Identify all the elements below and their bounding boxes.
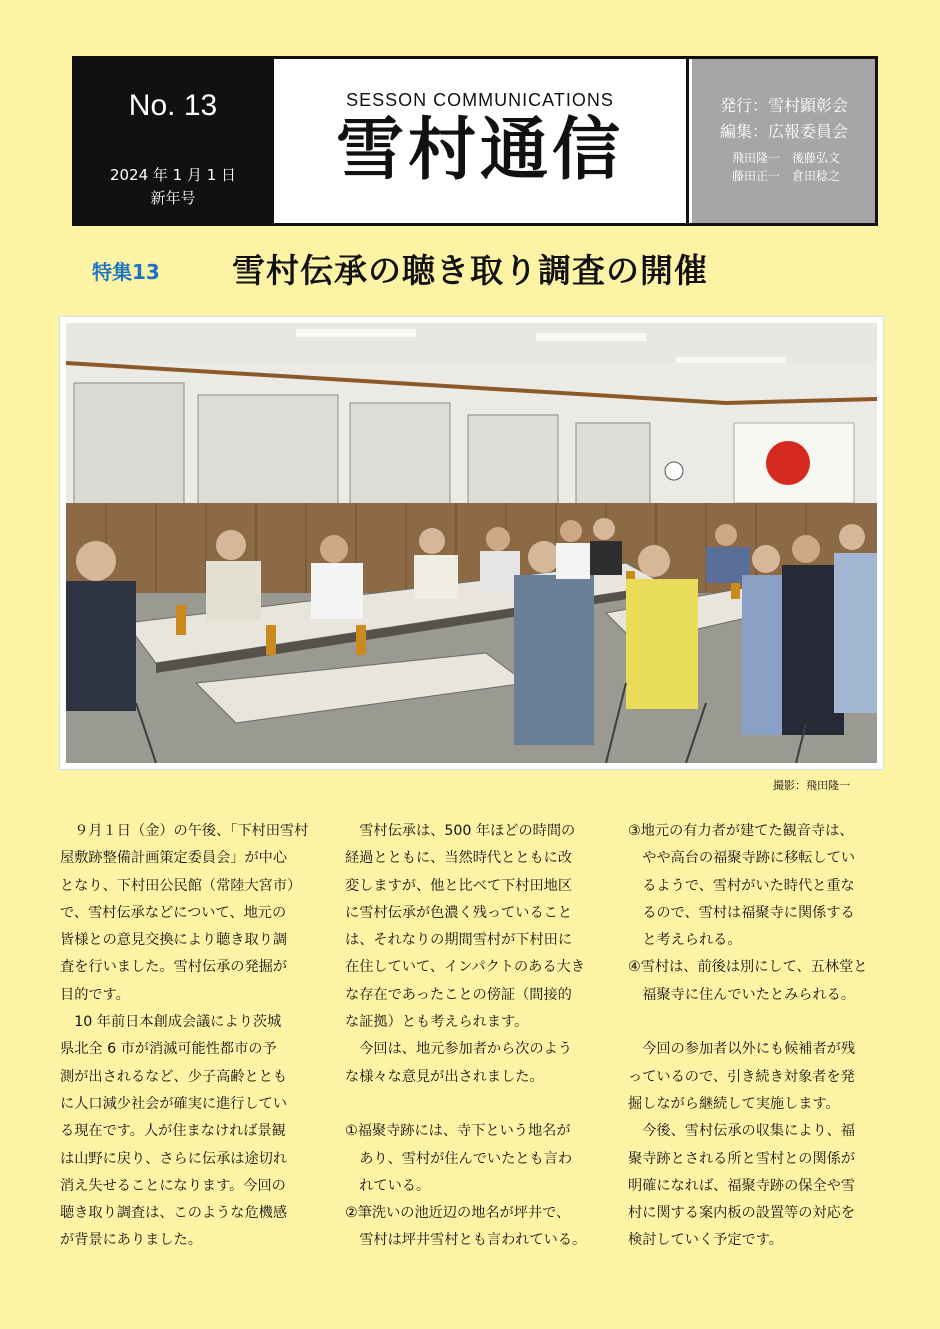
col1-line: は山野に戻り、さらに伝承は途切れ (60, 1150, 288, 1167)
article-column-3 (628, 818, 867, 1255)
col3-line: るので、雪村は福聚寺に関係する (628, 904, 855, 921)
issue-edition: 新年号 (150, 189, 196, 207)
issue-date: 2024 年 1 月 1 日 (109, 166, 237, 184)
col2-line: れている。 (345, 1177, 431, 1194)
col2-line: な様々な意見が出されました。 (345, 1068, 544, 1085)
col3-line: っているので、引き続き対象者を発 (628, 1068, 855, 1085)
col3-line: 今後、雪村伝承の収集により、福 (628, 1123, 856, 1140)
meeting-room-illustration (66, 323, 877, 763)
photo-credit: 撮影：飛田隆一 (773, 779, 850, 792)
col1-line: 測が出されるなど、少子高齢ととも (60, 1068, 288, 1085)
col1-line: 消え失せることになります。今回の (60, 1177, 286, 1194)
english-title: SESSON COMMUNICATIONS (346, 90, 614, 110)
col2-line: な存在であったことの傍証（間接的 (345, 986, 572, 1003)
col1-line: 県北全 6 市が消滅可能性都市の予 (60, 1041, 277, 1058)
meeting-photo (60, 317, 883, 769)
issue-block (75, 59, 271, 223)
col3-line: ④雪村は、前後は別にして、五林堂と (628, 959, 868, 976)
col1-line: ９月１日（金）の午後、「下村田雪村 (60, 823, 309, 839)
col3-line: 検討していく予定です。 (628, 1232, 783, 1249)
title-block (274, 59, 686, 223)
col2-line: ①福聚寺跡には、寺下という地名が (345, 1123, 571, 1140)
col1-line: に人口減少社会が確実に進行してい (60, 1095, 288, 1112)
editor: 編集：広報委員会 (720, 122, 849, 141)
col2-line: は、それなりの期間雪村が下村田に (345, 932, 573, 949)
col3-line: やや高台の福聚寺跡に移転してい (628, 850, 856, 867)
col3-line: 掘しながら継続して実施します。 (628, 1095, 840, 1112)
col1-line: となり、下村田公民館（常陸大宮市） (60, 877, 302, 894)
feature-label: 特集13 (92, 260, 160, 284)
col1-line: 10 年前日本創成会議により茨城 (60, 1014, 282, 1031)
committee-members-row2: 藤田正一 倉田稔之 (732, 169, 841, 183)
issue-number: No. 13 (128, 89, 218, 122)
col2-line: 変しますが、他と比べて下村田地区 (345, 877, 573, 894)
col2-line: な証拠）とも考えられます。 (345, 1014, 529, 1031)
col1-line: 屋敷跡整備計画策定委員会」が中心 (60, 850, 288, 867)
col2-line: ②筆洗いの池近辺の地名が坪井で、 (345, 1205, 571, 1222)
col2-line: あり、雪村が住んでいたとも言わ (345, 1150, 573, 1167)
publisher-block (689, 59, 875, 223)
col3-line: 今回の参加者以外にも候補者が残 (628, 1041, 856, 1058)
col2-line: 雪村伝承は、500 年ほどの時間の (345, 823, 576, 839)
col1-line: る現在です。人が住まなければ景観 (60, 1123, 286, 1140)
col2-blank-line (345, 1091, 586, 1118)
col2-line: 雪村は坪井雪村とも言われている。 (345, 1232, 587, 1249)
col1-line: 聴き取り調査は、このような危機感 (60, 1205, 288, 1222)
masthead (72, 56, 878, 226)
col3-line: 村に関する案内板の設置等の対応を (628, 1205, 856, 1222)
article-column-2 (345, 818, 586, 1255)
col3-line: 聚寺跡とされる所と雪村との関係が (628, 1150, 856, 1167)
col3-line: ③地元の有力者が建てた観音寺は、 (628, 823, 854, 839)
committee-members-row1: 飛田隆一 後藤弘文 (732, 151, 841, 165)
col2-line: 今回は、地元参加者から次のよう (345, 1041, 573, 1058)
col2-line: 経過とともに、当然時代とともに改 (345, 850, 573, 867)
col3-blank-line (628, 1009, 867, 1036)
col3-line: 福聚寺に住んでいたとみられる。 (628, 986, 856, 1003)
col1-line: 査を行いました。雪村伝承の発掘が (60, 959, 288, 976)
col1-line: 皆様との意見交換により聴き取り調 (60, 932, 288, 949)
col1-line: で、雪村伝承などについて、地元の (60, 904, 287, 921)
col1-line: が背景にありました。 (60, 1232, 202, 1249)
col1-line: 目的です。 (60, 986, 130, 1003)
col3-line: と考えられる。 (628, 932, 742, 949)
col2-line: に雪村伝承が色濃く残っていること (345, 904, 573, 921)
newsletter-title: 雪村通信 (335, 111, 624, 190)
col2-line: 在住していて、インパクトのある大き (345, 959, 585, 976)
headline: 雪村伝承の聴き取り調査の開催 (232, 251, 708, 290)
col3-line: 明確になれば、福聚寺跡の保全や雪 (628, 1177, 856, 1194)
article-column-1 (60, 818, 308, 1255)
col3-line: るようで、雪村がいた時代と重な (628, 877, 855, 894)
publisher: 発行：雪村顕彰会 (720, 96, 849, 115)
